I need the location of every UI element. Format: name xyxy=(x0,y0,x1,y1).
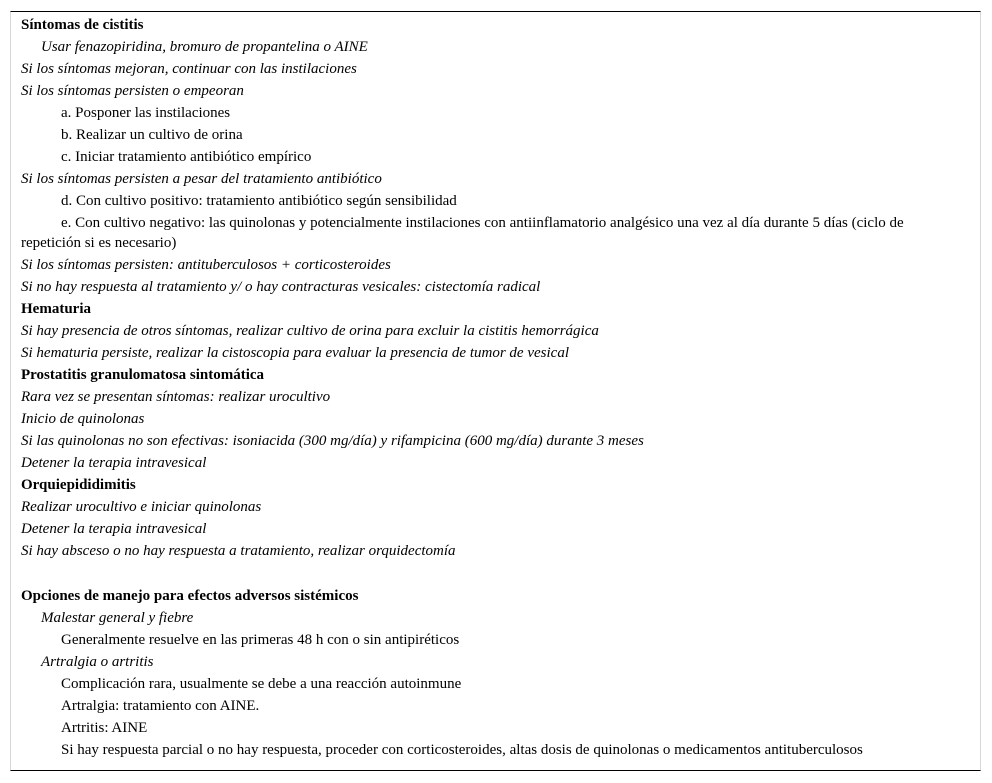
cistitis-line-3: Si los síntomas persisten o empeoran xyxy=(21,83,244,99)
sistemicos-sub-2: Artralgia o artritis xyxy=(41,654,154,670)
sistemicos-item-2d: Si hay respuesta parcial o no hay respuesta, proceder con corticosteroides, altas dosis de quinolonas o medicamentos antituberculosos xyxy=(61,742,863,758)
prostatitis-line-3: Si las quinolonas no son efectivas: isoniacida (300 mg/día) y rifampicina (600 mg/día) durante 3 meses xyxy=(21,433,644,449)
management-table xyxy=(21,14,951,761)
cistitis-item-a: a. Posponer las instilaciones xyxy=(61,105,231,121)
sistemicos-item-2c: Artritis: AINE xyxy=(61,720,148,736)
orquiepididimitis-line-1: Realizar urocultivo e iniciar quinolonas xyxy=(21,499,262,515)
sistemicos-item-2a: Complicación rara, usualmente se debe a una reacción autoinmune xyxy=(61,676,462,692)
prostatitis-line-1: Rara vez se presentan síntomas: realizar urocultivo xyxy=(21,389,331,405)
cistitis-line-1: Usar fenazopiridina, bromuro de propantelina o AINE xyxy=(41,39,368,55)
cistitis-line-7: Si los síntomas persisten a pesar del tratamiento antibiótico xyxy=(21,171,382,187)
orquiepididimitis-line-2: Detener la terapia intravesical xyxy=(21,521,207,537)
cistitis-line-2: Si los síntomas mejoran, continuar con las instilaciones xyxy=(21,61,357,77)
sistemicos-item-2b: Artralgia: tratamiento con AINE. xyxy=(61,698,260,714)
hematuria-line-1: Si hay presencia de otros síntomas, realizar cultivo de orina para excluir la cistitis hemorrágica xyxy=(21,323,599,339)
orquiepididimitis-line-3: Si hay absceso o no hay respuesta a tratamiento, realizar orquidectomía xyxy=(21,543,456,559)
cistitis-item-e: e. Con cultivo negativo: las quinolonas y potencialmente instilaciones con antiinflamatorio analgésico una vez al día durante 5 días (ciclo de repetición si es necesario) xyxy=(21,215,904,251)
prostatitis-line-4: Detener la terapia intravesical xyxy=(21,455,207,471)
heading-hematuria: Hematuria xyxy=(21,301,91,317)
spacer xyxy=(21,562,951,585)
sistemicos-sub-1: Malestar general y fiebre xyxy=(41,610,194,626)
heading-sistemicos: Opciones de manejo para efectos adversos sistémicos xyxy=(21,588,359,604)
cistitis-line-11: Si no hay respuesta al tratamiento y/ o hay contracturas vesicales: cistectomía radical xyxy=(21,279,541,295)
heading-orquiepididimitis: Orquiepididimitis xyxy=(21,477,136,493)
prostatitis-line-2: Inicio de quinolonas xyxy=(21,411,145,427)
cistitis-line-10: Si los síntomas persisten: antituberculosos + corticosteroides xyxy=(21,257,391,273)
cistitis-item-d: d. Con cultivo positivo: tratamiento antibiótico según sensibilidad xyxy=(61,193,457,209)
cistitis-item-c: c. Iniciar tratamiento antibiótico empírico xyxy=(61,149,312,165)
heading-prostatitis: Prostatitis granulomatosa sintomática xyxy=(21,367,265,383)
heading-cistitis: Síntomas de cistitis xyxy=(21,17,144,33)
hematuria-line-2: Si hematuria persiste, realizar la cistoscopia para evaluar la presencia de tumor de vesical xyxy=(21,345,569,361)
cistitis-item-b: b. Realizar un cultivo de orina xyxy=(61,127,243,143)
sistemicos-item-1a: Generalmente resuelve en las primeras 48 h con o sin antipiréticos xyxy=(61,632,460,648)
